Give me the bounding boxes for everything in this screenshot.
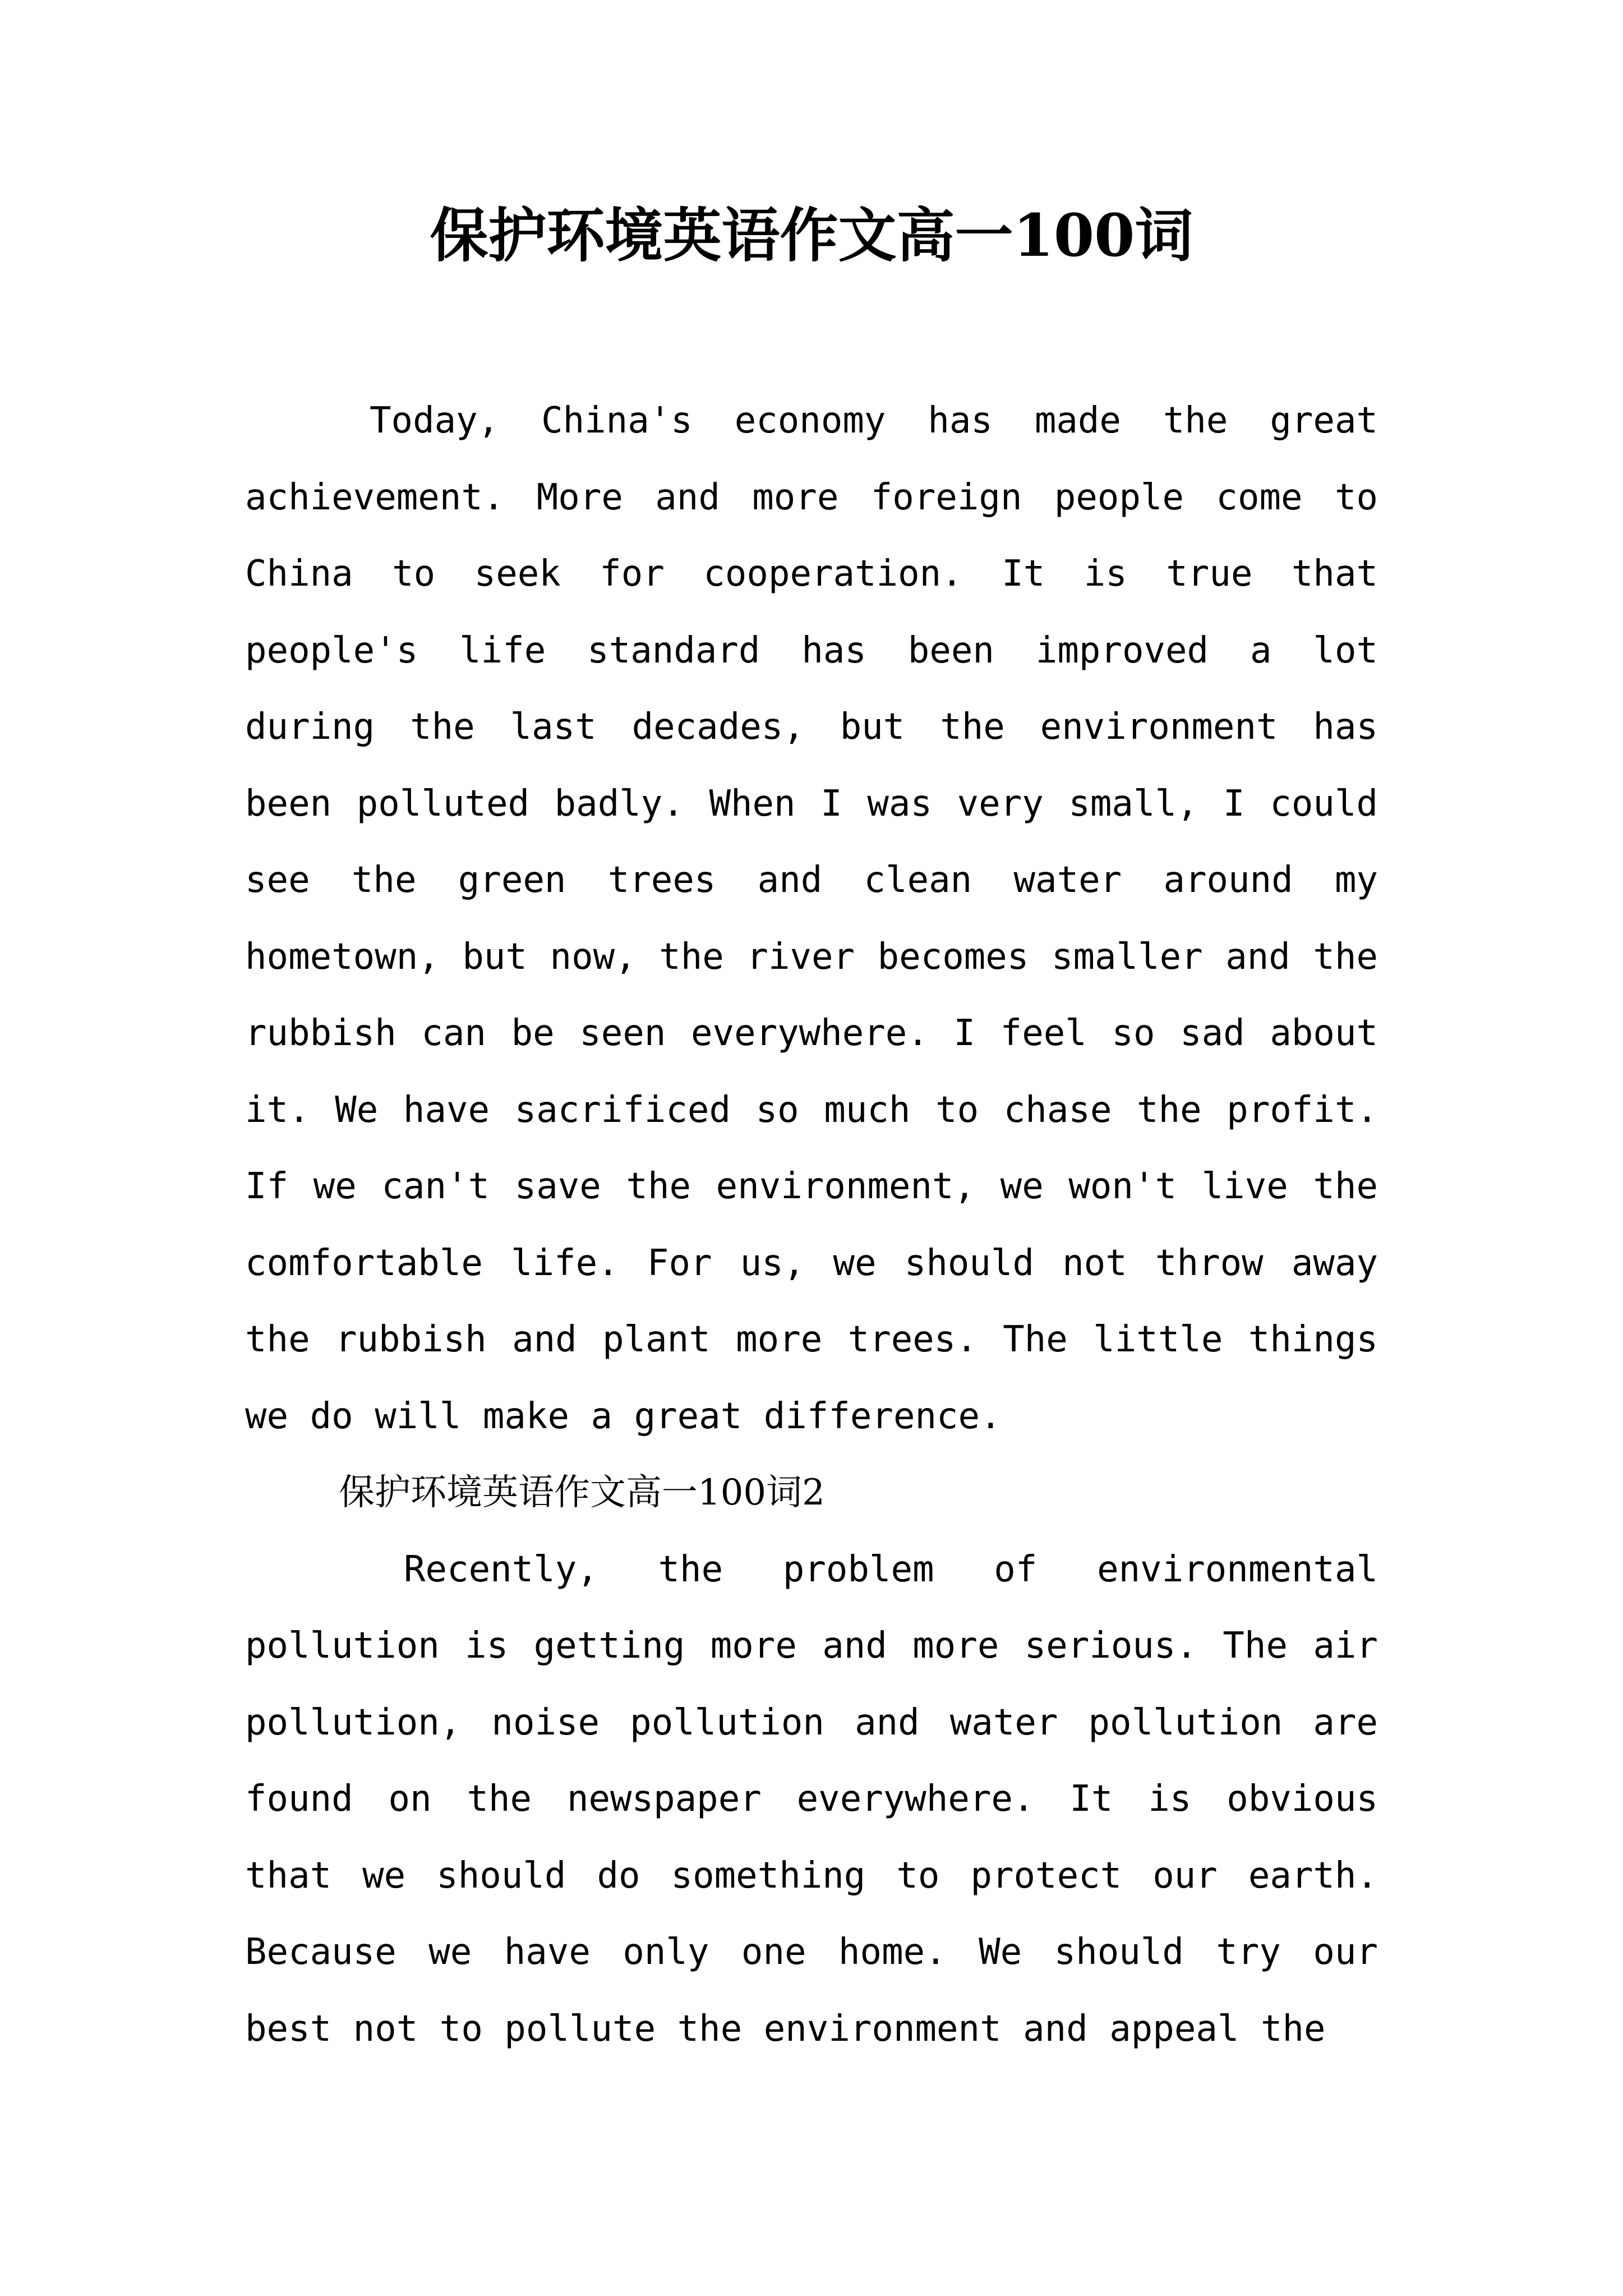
essay-subheading-2: 保护环境英语作文高一100词2 (339, 1472, 825, 1513)
document-title: 保护环境英语作文高一100词 (430, 201, 1193, 270)
essay-paragraph-2: Recently, the problem of environmental pollution is getting more and more serious. The air pollution, noise pollution and water pollution are found on the newspaper everywhere. It is obvious that we should do something to protect our earth. Because we have only one home. We should try our best not to pollute the environment and appeal the (245, 1548, 1378, 2050)
document-body (245, 383, 1378, 2067)
essay-paragraph-1: Today, China's economy has made the great achievement. More and more foreign people come to China to seek for cooperation. It is true that people's life standard has been improved a lot during the last decades, but the environment has been polluted badly. When I was very small, I could see the green trees and clean water around my hometown, but now, the river becomes smaller and the rubbish can be seen everywhere. I feel so sad about it. We have sacrificed so much to chase the profit. If we can't save the environment, we won't live the comfortable life. For us, we should not throw away the rubbish and plant more trees. The little things we do will make a great difference. (245, 400, 1378, 1437)
